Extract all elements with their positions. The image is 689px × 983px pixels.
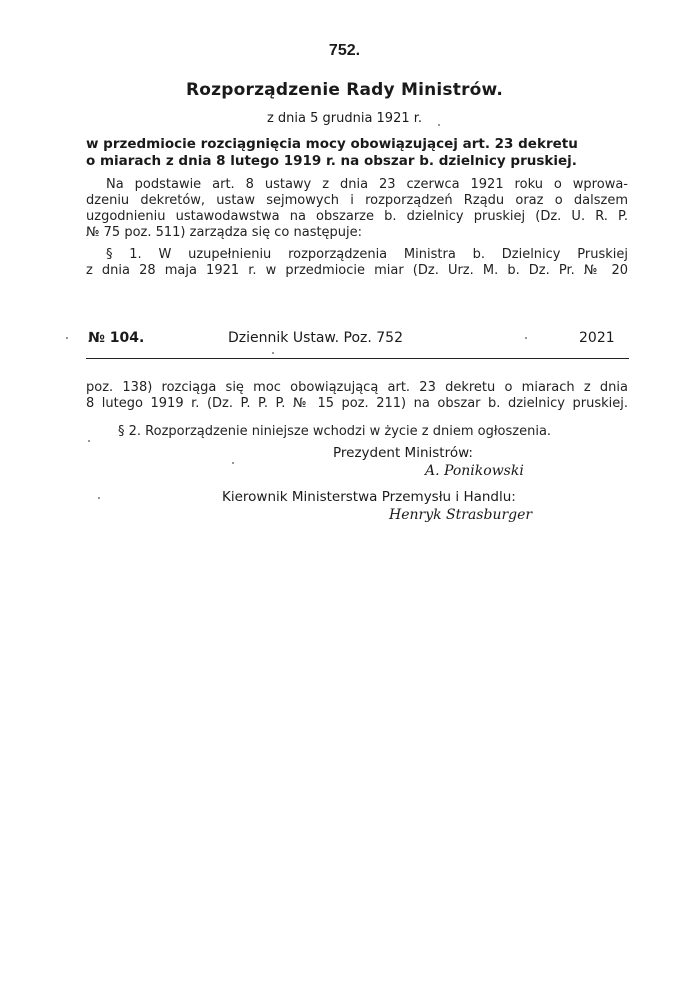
subject-line-2: o miarach z dnia 8 lutego 1919 r. na obszar b. dzielnicy pruskiej. bbox=[86, 153, 577, 169]
scan-speck bbox=[525, 337, 527, 339]
subject-line-1: w przedmiocie rozciągnięcia mocy obowiązującej art. 23 dekretu bbox=[86, 136, 578, 152]
page-header-page-number: 2021 bbox=[579, 330, 615, 346]
preamble-line-4: № 75 poz. 511) zarządza się co następuje: bbox=[86, 225, 363, 240]
regulation-date: z dnia 5 grudnia 1921 r. bbox=[266, 111, 423, 126]
scan-speck bbox=[438, 124, 440, 126]
scan-speck bbox=[98, 497, 100, 499]
scan-speck bbox=[66, 337, 68, 339]
section-2: § 2. Rozporządzenie niniejsze wchodzi w życie z dniem ogłoszenia. bbox=[118, 424, 552, 439]
preamble-line-3: uzgodnieniu ustawodawstwa na obszarze b. dzielnicy pruskiej (Dz. U. R. P. bbox=[86, 209, 628, 224]
signature-role-2: Kierownik Ministerstwa Przemysłu i Handlu: bbox=[222, 489, 516, 505]
preamble-line-2: dzeniu dekretów, ustaw sejmowych i rozporządzeń Rządu oraz o dalszem bbox=[86, 193, 628, 208]
position-number: 752. bbox=[328, 42, 361, 59]
signature-role-1: Prezydent Ministrów: bbox=[333, 445, 473, 461]
section-1-line-2: z dnia 28 maja 1921 r. w przedmiocie miar (Dz. Urz. M. b. Dz. Pr. № 20 bbox=[86, 263, 628, 278]
scan-speck bbox=[272, 352, 274, 354]
signature-name-1: A. Ponikowski bbox=[425, 463, 524, 479]
header-rule bbox=[86, 358, 629, 359]
page-header-issue: № 104. bbox=[88, 330, 145, 346]
regulation-title: Rozporządzenie Rady Ministrów. bbox=[185, 80, 504, 100]
scan-speck bbox=[232, 462, 234, 464]
section-1-line-1: § 1. W uzupełnieniu rozporządzenia Ministra b. Dzielnicy Pruskiej bbox=[106, 247, 628, 262]
page-header-journal: Dziennik Ustaw. Poz. 752 bbox=[228, 330, 403, 346]
continuation-line-1: poz. 138) rozciąga się moc obowiązującą art. 23 dekretu o miarach z dnia bbox=[86, 380, 628, 395]
signature-name-2: Henryk Strasburger bbox=[389, 507, 533, 523]
continuation-line-2: 8 lutego 1919 r. (Dz. P. P. P. № 15 poz. 211) na obszar b. dzielnicy pruskiej. bbox=[86, 396, 628, 411]
preamble-line-1: Na podstawie art. 8 ustawy z dnia 23 czerwca 1921 roku o wprowa- bbox=[106, 177, 628, 192]
scan-speck bbox=[88, 440, 90, 442]
